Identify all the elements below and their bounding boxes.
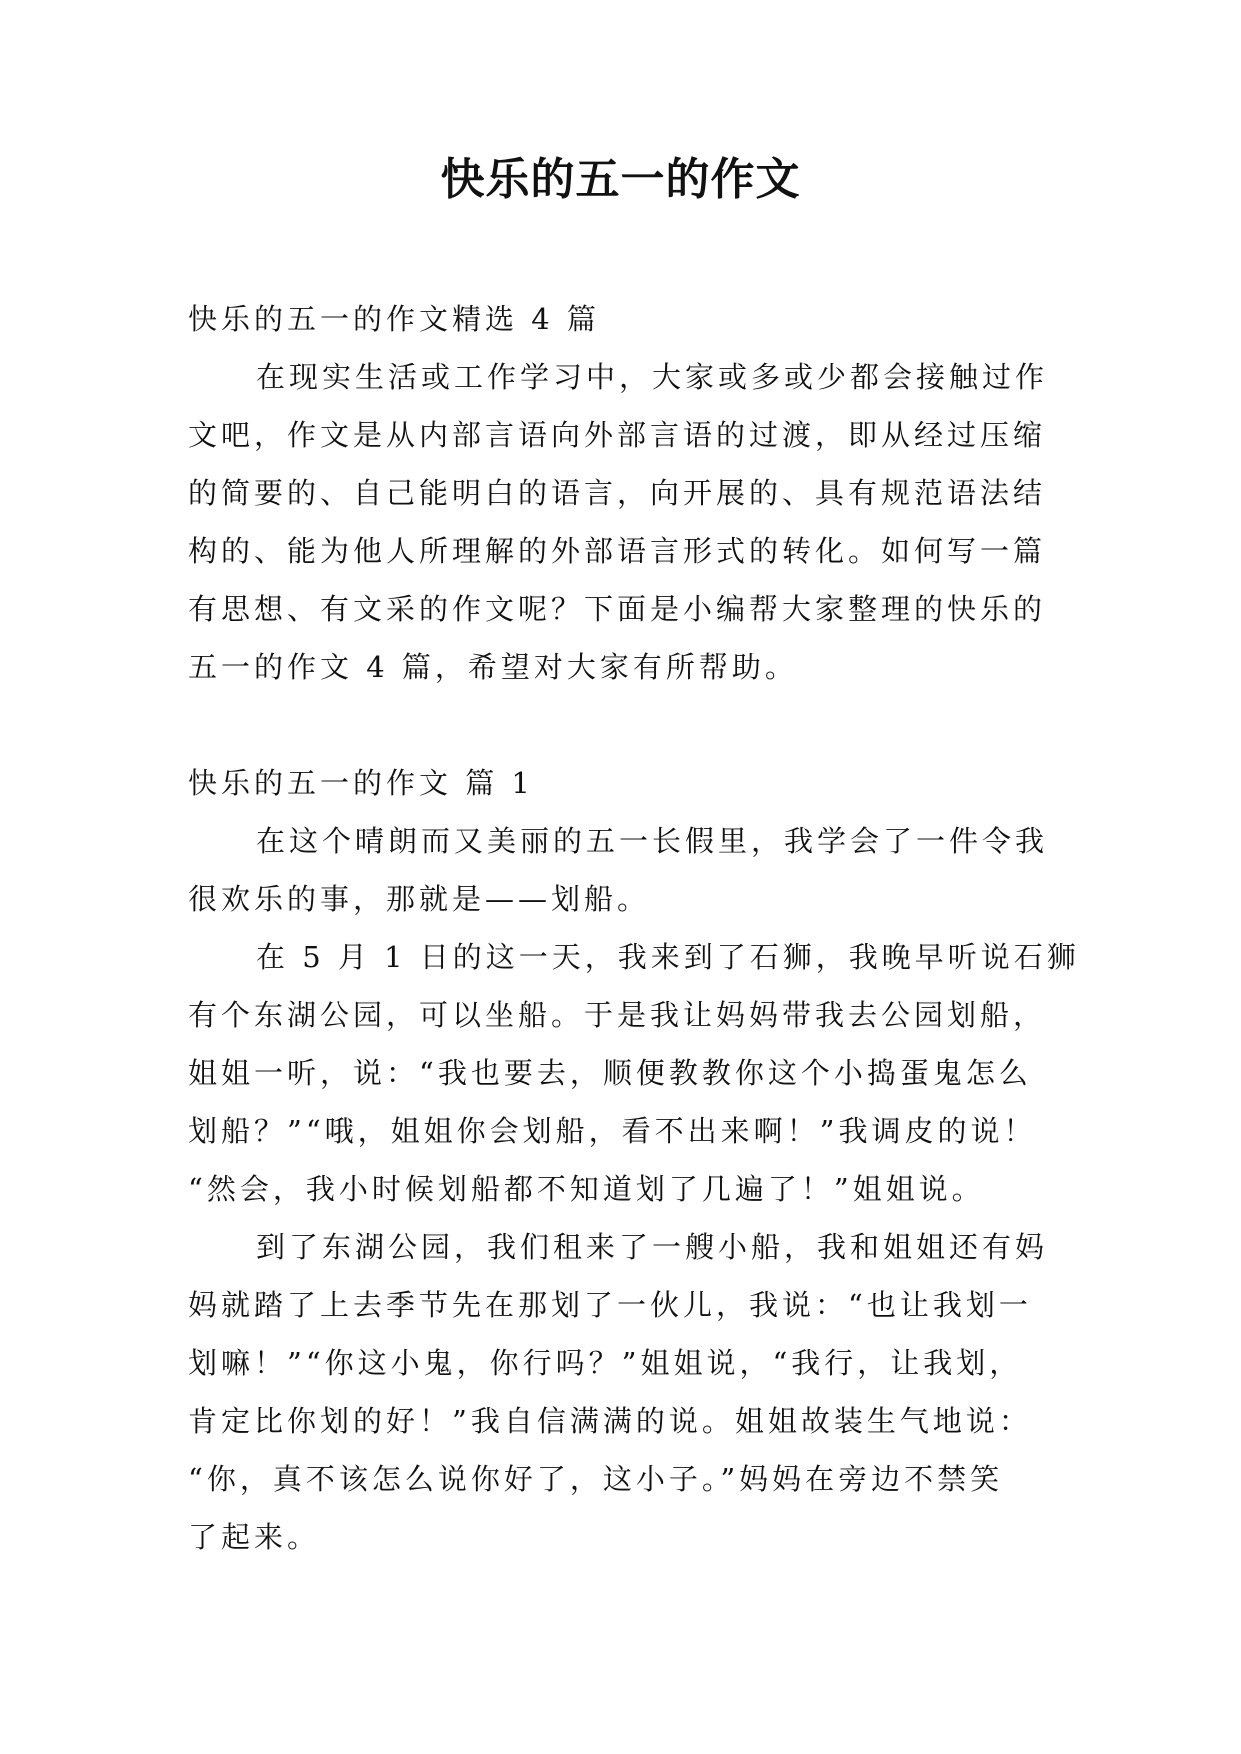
paragraph-line: 肯定比你划的好！”我自信满满的说。姐姐故装生气地说： — [188, 1404, 1032, 1438]
intro-line: 的简要的、自己能明白的语言，向开展的、具有规范语法结 — [188, 476, 1047, 510]
collection-subtitle: 快乐的五一的作文精选 4 篇 — [188, 302, 600, 336]
intro-line: 在现实生活或工作学习中，大家或多或少都会接触过作 — [256, 360, 1049, 394]
paragraph-line: 到了东湖公园，我们租来了一艘小船，我和姐姐还有妈 — [256, 1230, 1049, 1264]
section1-paragraph-3 — [188, 1218, 1050, 1566]
paragraph-line: 很欢乐的事，那就是——划船。 — [188, 882, 651, 916]
paragraph-line: 妈就踏了上去季节先在那划了一伙儿，我说：“也让我划一 — [188, 1288, 1032, 1322]
paragraph-line: 姐姐一听，说：“我也要去，顺便教教你这个小捣蛋鬼怎么 — [188, 1056, 1032, 1090]
paragraph-line: 划嘛！”“你这小鬼，你行吗？”姐姐说，“我行，让我划， — [188, 1346, 1023, 1380]
document-title: 快乐的五一的作文 — [440, 154, 801, 205]
intro-paragraph — [188, 348, 1050, 696]
paragraph-line: “然会，我小时候划船都不知道划了几遍了！”姐姐说。 — [188, 1172, 985, 1206]
paragraph-line: 在 5 月 1 日的这一天，我来到了石狮，我晚早听说石狮 — [256, 940, 1080, 974]
paragraph-line: 了起来。 — [188, 1520, 321, 1554]
intro-line: 文吧，作文是从内部言语向外部言语的过渡，即从经过压缩 — [188, 418, 1047, 452]
paragraph-line: 有个东湖公园，可以坐船。于是我让妈妈带我去公园划船， — [188, 998, 1047, 1032]
intro-line: 五一的作文 4 篇，希望对大家有所帮助。 — [188, 650, 798, 684]
section1-paragraph-2 — [188, 928, 1080, 1218]
section1-paragraph-1 — [188, 812, 1050, 928]
paragraph-line: “你，真不该怎么说你好了，这小子。”妈妈在旁边不禁笑 — [188, 1462, 1004, 1496]
paragraph-line: 划船？”“哦，姐姐你会划船，看不出来啊！”我调皮的说！ — [188, 1114, 1037, 1148]
section-heading: 快乐的五一的作文 篇 1 — [188, 766, 534, 800]
intro-line: 构的、能为他人所理解的外部语言形式的转化。如何写一篇 — [188, 534, 1047, 568]
section-spacer — [188, 696, 1050, 754]
document-body — [188, 290, 1080, 1566]
paragraph-line: 在这个晴朗而又美丽的五一长假里，我学会了一件令我 — [256, 824, 1049, 858]
intro-line: 有思想、有文采的作文呢？下面是小编帮大家整理的快乐的 — [188, 592, 1047, 626]
